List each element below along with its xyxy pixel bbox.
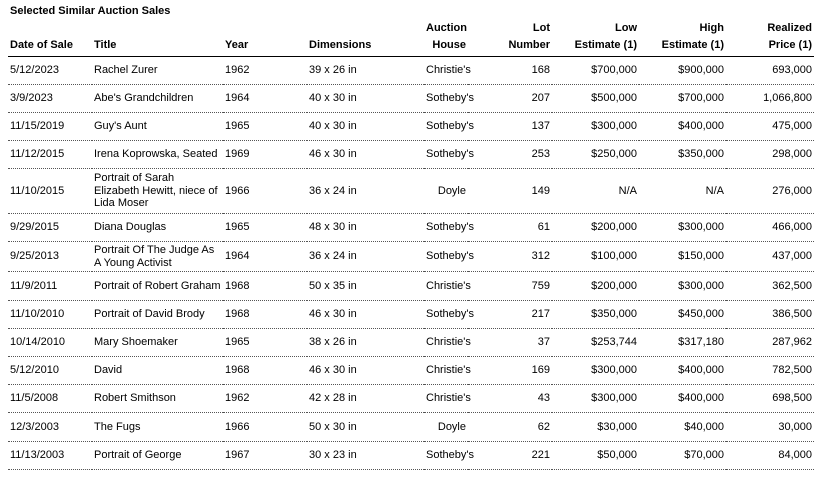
cell-lot-number: 207 [531, 92, 550, 105]
cell-lot-number: 137 [531, 120, 550, 133]
header-realized-price: Realized Price (1) [767, 22, 812, 51]
cell-low-estimate: $30,000 [597, 420, 637, 433]
cell-low-estimate: $253,744 [591, 336, 637, 349]
cell-dimensions: 50 x 30 in [309, 420, 357, 433]
cell-low-estimate: $300,000 [591, 120, 637, 133]
cell-year: 1962 [225, 64, 250, 77]
cell-high-estimate: $300,000 [678, 221, 724, 234]
cell-year: 1964 [225, 250, 250, 263]
cell-date: 5/12/2023 [10, 64, 59, 77]
cell-high-estimate: $400,000 [678, 120, 724, 133]
cell-lot-number: 221 [531, 449, 550, 462]
cell-auction-house: Christie's [426, 392, 471, 405]
cell-lot-number: 37 [537, 336, 550, 349]
cell-realized-price: 30,000 [778, 420, 812, 433]
cell-realized-price: 1,066,800 [763, 92, 812, 105]
auction-sales-table [8, 20, 814, 470]
cell-realized-price: 782,500 [772, 364, 812, 377]
cell-high-estimate: $40,000 [684, 420, 724, 433]
cell-auction-house: Doyle [437, 420, 466, 433]
cell-lot-number: 149 [531, 184, 550, 197]
cell-title: Rachel Zurer [94, 64, 158, 77]
cell-title: David [94, 364, 123, 377]
cell-title: Portrait Of The Judge As A Young Activist [94, 244, 215, 269]
cell-dimensions: 36 x 24 in [309, 250, 357, 263]
table-row [8, 301, 814, 329]
cell-high-estimate: $400,000 [678, 392, 724, 405]
table-row [8, 169, 814, 214]
cell-lot-number: 759 [531, 279, 550, 292]
cell-lot-number: 312 [531, 250, 550, 263]
cell-year: 1968 [225, 279, 250, 292]
cell-dimensions: 40 x 30 in [309, 120, 357, 133]
cell-date: 10/14/2010 [10, 336, 66, 349]
cell-high-estimate: $450,000 [678, 308, 724, 321]
cell-low-estimate: N/A [618, 184, 637, 197]
cell-year: 1967 [225, 449, 250, 462]
table-row [8, 272, 814, 301]
cell-auction-house: Doyle [437, 184, 466, 197]
cell-auction-house: Sotheby's [426, 120, 474, 133]
cell-auction-house: Christie's [426, 64, 471, 77]
cell-low-estimate: $500,000 [591, 92, 637, 105]
cell-high-estimate: N/A [705, 184, 724, 197]
header-dimensions: Dimensions [309, 39, 372, 51]
cell-title: Abe's Grandchildren [94, 92, 194, 105]
cell-auction-house: Christie's [426, 336, 471, 349]
header-row [8, 20, 814, 57]
cell-auction-house: Sotheby's [426, 308, 474, 321]
cell-year: 1969 [225, 148, 250, 161]
table-row [8, 413, 814, 442]
cell-year: 1968 [225, 364, 250, 377]
cell-year: 1962 [225, 392, 250, 405]
cell-title: Portrait of George [94, 449, 182, 462]
cell-low-estimate: $350,000 [591, 308, 637, 321]
cell-lot-number: 217 [531, 308, 550, 321]
cell-high-estimate: $350,000 [678, 148, 724, 161]
cell-title: Diana Douglas [94, 221, 167, 234]
cell-dimensions: 38 x 26 in [309, 336, 357, 349]
cell-date: 11/15/2019 [10, 120, 65, 133]
cell-auction-house: Christie's [426, 364, 471, 377]
cell-date: 9/29/2015 [10, 221, 59, 234]
cell-date: 11/12/2015 [10, 148, 65, 161]
cell-realized-price: 298,000 [772, 148, 812, 161]
cell-auction-house: Sotheby's [426, 148, 474, 161]
cell-lot-number: 169 [531, 364, 550, 377]
table-row [8, 329, 814, 357]
table-row [8, 357, 814, 385]
cell-dimensions: 50 x 35 in [309, 279, 357, 292]
table-row [8, 85, 814, 113]
cell-dimensions: 36 x 24 in [309, 184, 357, 197]
cell-year: 1966 [225, 420, 250, 433]
table-row [8, 442, 814, 470]
cell-realized-price: 386,500 [772, 308, 812, 321]
cell-dimensions: 42 x 28 in [309, 392, 357, 405]
cell-dimensions: 48 x 30 in [309, 221, 357, 234]
header-year: Year [225, 39, 249, 51]
cell-auction-house: Sotheby's [426, 250, 474, 263]
cell-title: Portrait of Robert Graham [94, 279, 221, 292]
cell-year: 1965 [225, 221, 250, 234]
cell-title: Irena Koprowska, Seated [94, 148, 218, 161]
cell-auction-house: Sotheby's [426, 221, 474, 234]
cell-date: 11/9/2011 [10, 279, 58, 292]
cell-auction-house: Sotheby's [426, 92, 474, 105]
cell-low-estimate: $700,000 [591, 64, 637, 77]
table-row [8, 242, 814, 272]
cell-title: The Fugs [94, 420, 141, 433]
cell-year: 1965 [225, 336, 250, 349]
cell-realized-price: 276,000 [772, 184, 812, 197]
cell-realized-price: 698,500 [772, 392, 812, 405]
cell-low-estimate: $300,000 [591, 364, 637, 377]
cell-year: 1965 [225, 120, 250, 133]
header-lot-number: Lot Number [508, 22, 550, 51]
cell-lot-number: 62 [537, 420, 550, 433]
cell-auction-house: Christie's [426, 279, 471, 292]
header-low-estimate: Low Estimate (1) [574, 22, 637, 51]
cell-auction-house: Sotheby's [426, 449, 474, 462]
cell-date: 9/25/2013 [10, 250, 59, 263]
header-high-estimate: High Estimate (1) [661, 22, 724, 51]
table-row [8, 141, 814, 169]
table-row [8, 113, 814, 141]
cell-lot-number: 43 [537, 392, 550, 405]
table-title: Selected Similar Auction Sales [10, 5, 171, 17]
cell-date: 11/5/2008 [10, 392, 59, 405]
header-title: Title [94, 39, 117, 51]
cell-title: Portrait of Sarah Elizabeth Hewitt, niece of Lida Moser [94, 172, 218, 210]
cell-realized-price: 287,962 [772, 336, 812, 349]
cell-dimensions: 40 x 30 in [309, 92, 357, 105]
cell-date: 12/3/2003 [10, 420, 59, 433]
cell-title: Guy's Aunt [94, 120, 147, 133]
cell-realized-price: 475,000 [772, 120, 812, 133]
cell-high-estimate: $70,000 [684, 449, 724, 462]
cell-year: 1966 [225, 184, 250, 197]
cell-title: Robert Smithson [94, 392, 176, 405]
cell-realized-price: 466,000 [772, 221, 812, 234]
cell-low-estimate: $200,000 [591, 221, 637, 234]
cell-lot-number: 61 [537, 221, 550, 234]
cell-realized-price: 693,000 [772, 64, 812, 77]
cell-dimensions: 46 x 30 in [309, 148, 357, 161]
cell-date: 3/9/2023 [10, 92, 53, 105]
cell-dimensions: 39 x 26 in [309, 64, 357, 77]
header-auction-house: Auction House [426, 22, 467, 51]
cell-title: Portrait of David Brody [94, 308, 205, 321]
table-row [8, 57, 814, 85]
cell-dimensions: 30 x 23 in [309, 449, 357, 462]
cell-dimensions: 46 x 30 in [309, 308, 357, 321]
cell-realized-price: 362,500 [772, 279, 812, 292]
cell-low-estimate: $200,000 [591, 279, 637, 292]
cell-year: 1968 [225, 308, 250, 321]
cell-high-estimate: $400,000 [678, 364, 724, 377]
header-date: Date of Sale [10, 39, 73, 51]
table-row [8, 385, 814, 413]
cell-date: 11/13/2003 [10, 449, 65, 462]
cell-date: 11/10/2010 [10, 308, 65, 321]
cell-lot-number: 253 [531, 148, 550, 161]
cell-realized-price: 437,000 [772, 250, 812, 263]
table-row [8, 214, 814, 242]
cell-date: 5/12/2010 [10, 364, 59, 377]
cell-low-estimate: $250,000 [591, 148, 637, 161]
cell-high-estimate: $150,000 [678, 250, 724, 263]
cell-low-estimate: $100,000 [591, 250, 637, 263]
cell-year: 1964 [225, 92, 250, 105]
cell-high-estimate: $317,180 [678, 336, 724, 349]
cell-lot-number: 168 [531, 64, 550, 77]
cell-realized-price: 84,000 [778, 449, 812, 462]
cell-date: 11/10/2015 [10, 184, 65, 197]
cell-title: Mary Shoemaker [94, 336, 178, 349]
cell-high-estimate: $900,000 [678, 64, 724, 77]
cell-low-estimate: $300,000 [591, 392, 637, 405]
cell-high-estimate: $700,000 [678, 92, 724, 105]
cell-high-estimate: $300,000 [678, 279, 724, 292]
cell-low-estimate: $50,000 [597, 449, 637, 462]
cell-dimensions: 46 x 30 in [309, 364, 357, 377]
